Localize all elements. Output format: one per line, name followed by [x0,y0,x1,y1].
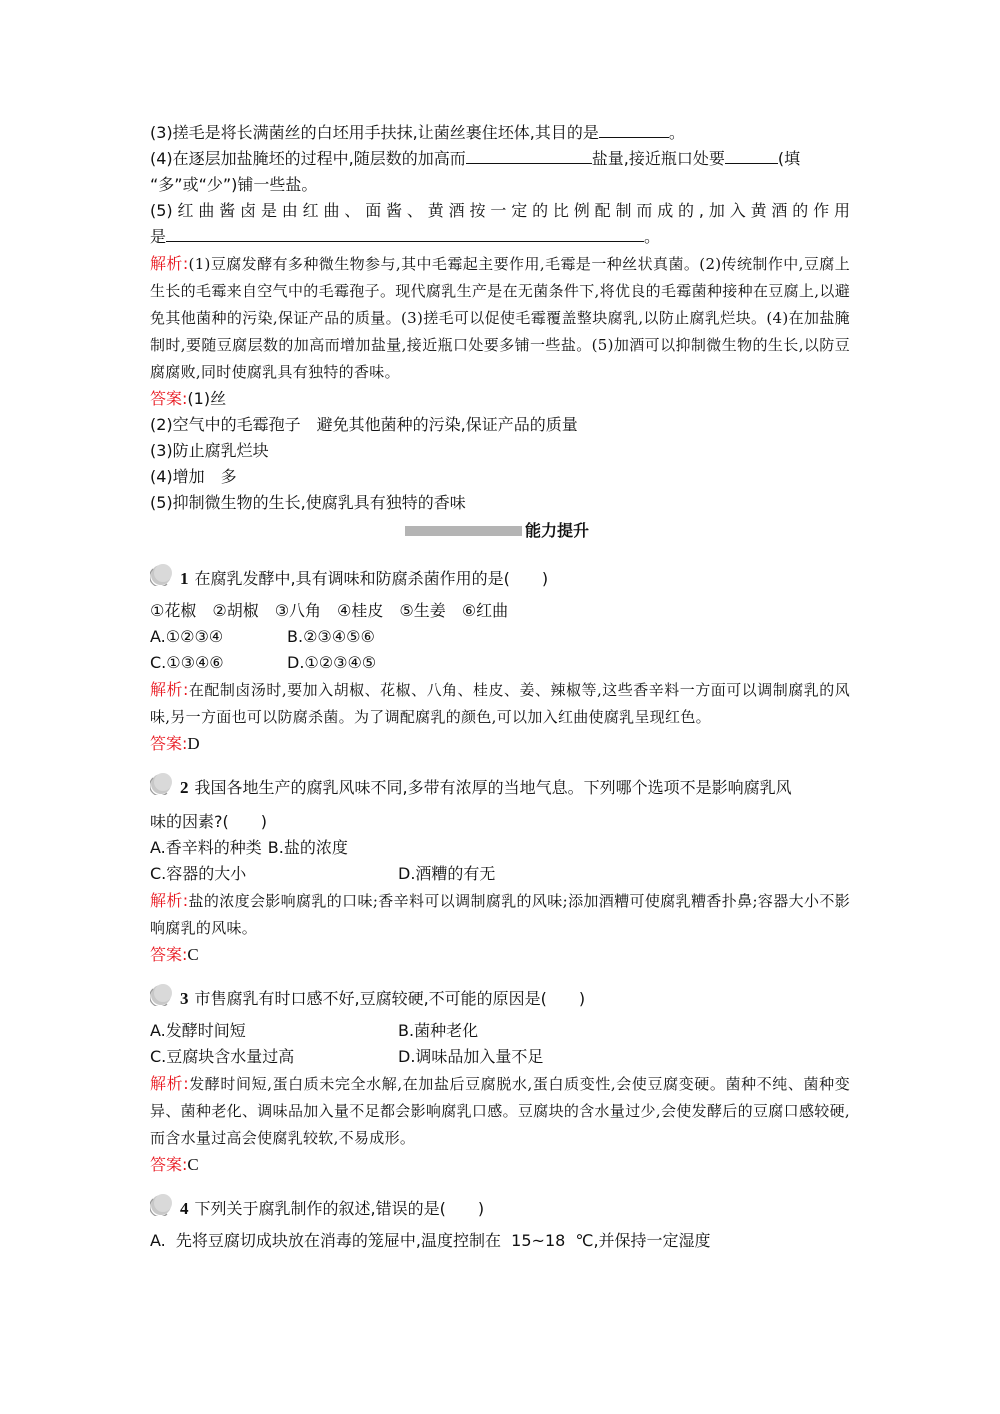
option-a[interactable]: A.香辛料的种类 [150,838,262,857]
question-4-options [150,1228,850,1254]
answer-line [150,942,850,968]
option-d[interactable]: D.酒糟的有无 [398,864,496,883]
question-4 [150,1196,850,1222]
section-title: 能力提升 [525,521,590,540]
question-part-3 [150,120,850,146]
question-1 [150,566,850,592]
answer-label: 答案: [150,389,188,408]
answer-line [150,1152,850,1178]
punctuation: 。 [668,123,685,142]
answer-text: (5)抑制微生物的生长,使腐乳具有独特的香味 [150,493,466,512]
explanation-text: 发酵时间短,蛋白质未完全水解,在加盐后豆腐脱水,蛋白质变性,会使豆腐变硬。菌种不纯、菌种变异、菌种老化、调味品加入量不足都会影响腐乳口感。豆腐块的含水量过少,会使发酵后的豆腐口感较硬,而含水量过高会使腐乳较软,不易成形。 [150,1075,851,1147]
explanation-text: (1)豆腐发酵有多种微生物参与,其中毛霉起主要作用,毛霉是一种丝状真菌。(2)传统制作中,豆腐上生长的毛霉来自空气中的毛霉孢子。现代腐乳生产是在无菌条件下,将优良的毛霉菌种接种在豆腐上,以避免其他菌种的污染,保证产品的质量。(3)搓毛可以促使毛霉覆盖整块腐乳,以防止腐乳烂块。(4)在加盐腌制时,要随豆腐层数的加高而增加盐量,接近瓶口处要多铺一些盐。(5)加酒可以抑制微生物的生长,以防豆腐腐败,同时使腐乳具有独特的香味。 [150,255,851,381]
answer-line-5 [150,490,850,516]
answer-blank[interactable] [725,146,778,164]
question-text: 是 [150,227,167,246]
answer-blank[interactable] [466,146,592,164]
question-1-items [150,598,850,676]
explanation-block [150,887,850,942]
option-a[interactable]: A.发酵时间短 [150,1021,246,1040]
option-a[interactable]: A. 先将豆腐切成块放在消毒的笼屉中,温度控制在 15~18 ℃,并保持一定湿度 [150,1231,711,1250]
explanation-text: 在配制卤汤时,要加入胡椒、花椒、八角、桂皮、姜、辣椒等,这些香辛料一方面可以调制腐乳的风味,另一方面也可以防腐杀菌。为了调配腐乳的颜色,可以加入红曲使腐乳呈现红色。 [150,681,850,726]
answer-value: D [187,734,200,753]
answer-text: (2)空气中的毛霉孢子 避免其他菌种的污染,保证产品的质量 [150,415,578,434]
question-part-4 [150,146,850,172]
question-part-5-cont [150,224,850,250]
question-marker-icon [150,1194,172,1216]
question-stem: 在腐乳发酵中,具有调味和防腐杀菌作用的是( ) [194,569,549,588]
punctuation: 。 [644,227,661,246]
explanation-block [150,250,850,386]
option-a[interactable]: A.①②③④ [150,627,224,646]
answer-blank[interactable] [599,120,669,138]
question-stem: 我国各地生产的腐乳风味不同,多带有浓厚的当地气息。下列哪个选项不是影响腐乳风 [194,778,792,797]
explanation-label: 解析: [150,254,189,273]
explanation-block [150,676,850,731]
question-part-4-cont [150,172,850,198]
question-text: (5)红曲酱卤是由红曲、面酱、黄酒按一定的比例配制而成的,加入黄酒的作用 [150,201,850,220]
answer-value: C [187,1155,199,1174]
question-3 [150,986,850,1012]
option-d[interactable]: D.调味品加入量不足 [398,1047,544,1066]
option-c[interactable]: C.①③④⑥ [150,653,224,672]
question-number: 1 [180,569,189,588]
answer-line-3 [150,438,850,464]
answer-blank[interactable] [166,224,644,242]
option-c[interactable]: C.豆腐块含水量过高 [150,1047,295,1066]
answer-text: (1)丝 [187,389,227,408]
answer-text: (3)防止腐乳烂块 [150,441,269,460]
options-row [150,861,850,887]
option-b[interactable]: B.盐的浓度 [267,838,348,857]
option-b[interactable]: B.菌种老化 [398,1021,479,1040]
answer-label: 答案: [150,734,188,753]
question-marker-icon [150,564,172,586]
option-b[interactable]: B.②③④⑤⑥ [287,627,375,646]
question-number: 4 [180,1199,189,1218]
question-number: 3 [180,989,189,1008]
answer-value: C [187,945,199,964]
question-text: (4)在逐层加盐腌坯的过程中,随层数的加高而 [150,149,466,168]
question-text: (填 [777,149,801,168]
question-stem: 下列关于腐乳制作的叙述,错误的是( ) [194,1199,485,1218]
question-marker-icon [150,984,172,1006]
question-text: “多”或“少”)铺一些盐。 [150,175,318,194]
option-c[interactable]: C.容器的大小 [150,864,247,883]
explanation-label: 解析: [150,680,189,699]
answer-line-1 [150,386,850,412]
question-stem-cont: 味的因素?( ) [150,812,267,831]
explanation-label: 解析: [150,1074,189,1093]
options-row [150,1044,850,1070]
options-row [150,835,850,861]
answer-line [150,731,850,757]
question-part-5 [150,198,850,224]
question-stem: 市售腐乳有时口感不好,豆腐较硬,不可能的原因是( ) [194,989,586,1008]
question-text: 盐量,接近瓶口处要 [591,149,725,168]
answer-line-2 [150,412,850,438]
question-2 [150,775,850,801]
question-marker-icon [150,773,172,795]
question-text: (3)搓毛是将长满菌丝的白坯用手扶抹,让菌丝裹住坯体,其目的是 [150,123,599,142]
question-3-options [150,1018,850,1070]
options-row [150,624,850,650]
explanation-label: 解析: [150,891,189,910]
answer-label: 答案: [150,945,188,964]
options-row [150,650,850,676]
document-page [150,120,850,1254]
answer-line-4 [150,464,850,490]
explanation-text: 盐的浓度会影响腐乳的口味;香辛料可以调制腐乳的风味;添加酒糟可使腐乳糟香扑鼻;容器大小不影响腐乳的风味。 [150,892,850,937]
question-2-options [150,809,850,887]
section-header [150,518,850,548]
explanation-block [150,1070,850,1152]
options-row [150,1018,850,1044]
option-d[interactable]: D.①②③④⑤ [287,653,377,672]
answer-label: 答案: [150,1155,188,1174]
section-bar-decoration [405,526,522,536]
question-number: 2 [180,778,189,797]
item-list: ①花椒 ②胡椒 ③八角 ④桂皮 ⑤生姜 ⑥红曲 [150,601,509,620]
answer-text: (4)增加 多 [150,467,237,486]
